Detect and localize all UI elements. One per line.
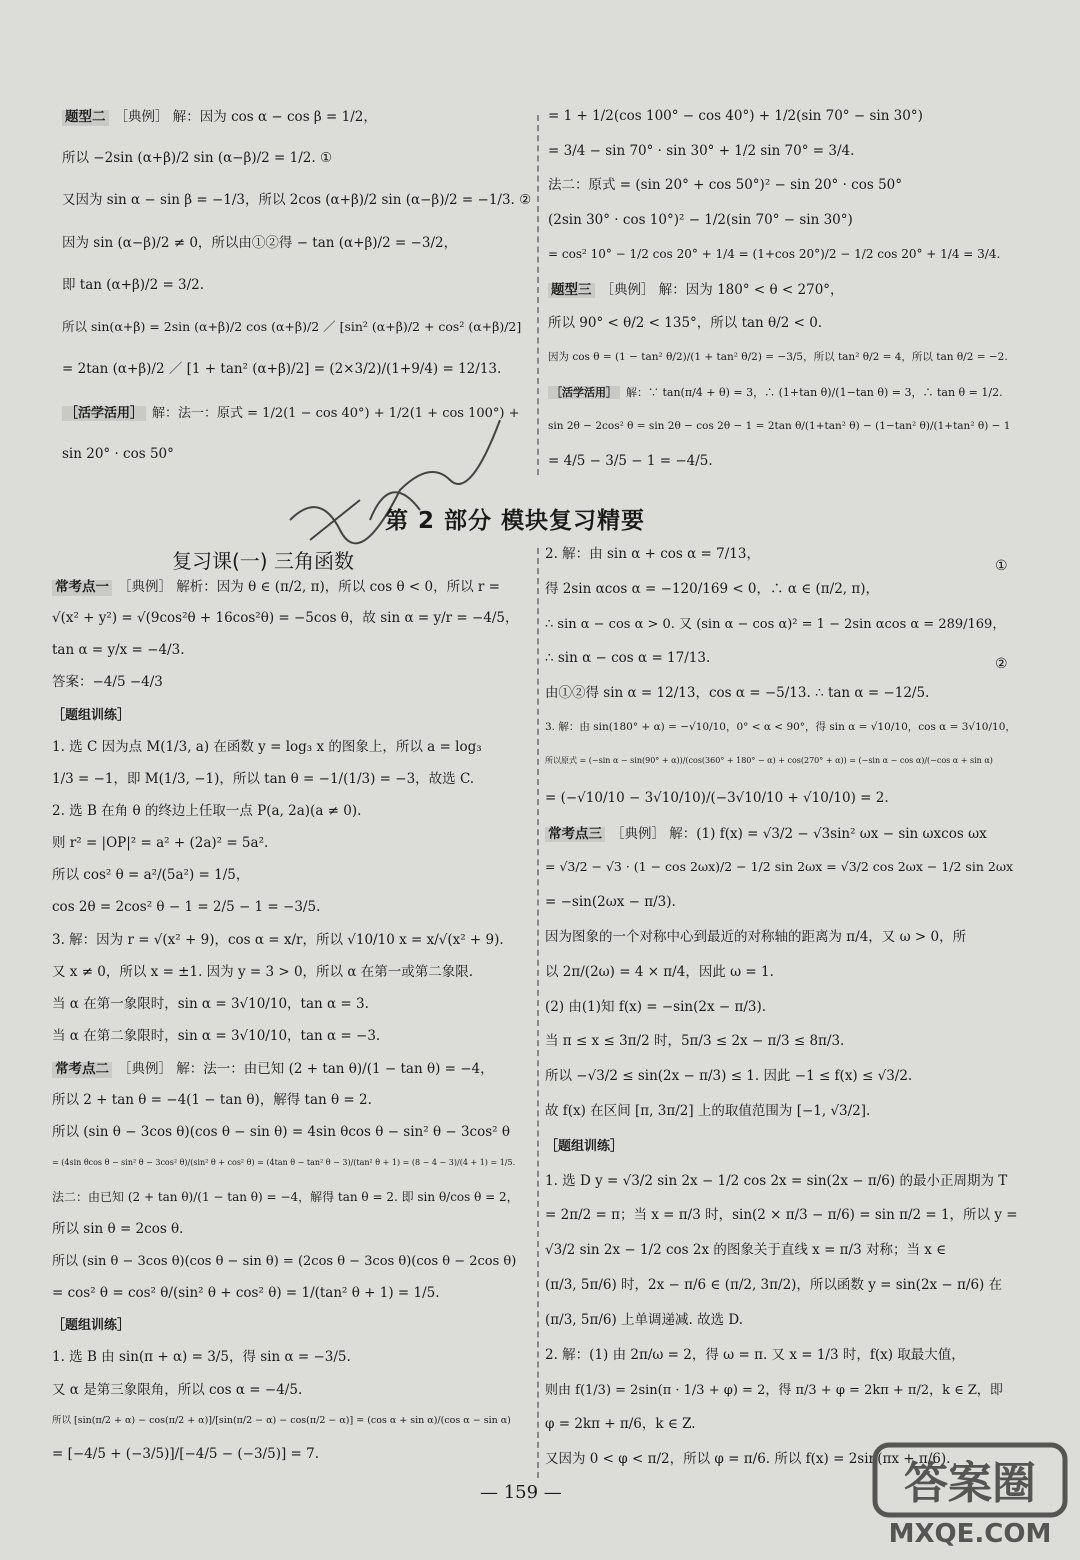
line-text: 所以 (sin θ − 3cos θ)(cos θ − sin θ) = (2cos θ − 3cos θ)(cos θ − 2cos θ) <box>52 1254 517 1269</box>
line-text: 2. 解：(1) 由 2π/ω = 2，得 ω = π. 又 x = 1/3 时，f(x) 取最大值， <box>545 1346 965 1363</box>
line-text: 所以 −√3/2 ≤ sin(2x − π/3) ≤ 1. 因此 −1 ≤ f(x) ≤ √3/2. <box>545 1068 913 1085</box>
text-line <box>545 1311 744 1328</box>
text-line <box>52 1159 515 1167</box>
line-text: sin 20° · cos 50° <box>62 445 174 462</box>
line-text: = −sin(2ωx − π/3). <box>545 894 676 911</box>
line-text: 所以 2 + tan θ = −4(1 − tan θ)，解得 tan θ = 2. <box>52 1092 372 1109</box>
text-line <box>52 612 519 626</box>
line-text: ［典例］ 解：法一：由已知 (2 + tan θ)/(1 − tan θ) = −4， <box>118 1061 494 1078</box>
line-text: 3. 解：因为 r = √(x² + 9)，cos α = x/r，所以 √10/10 x = x/√(x² + 9). <box>52 931 504 948</box>
text-line <box>52 1287 440 1301</box>
text-line <box>548 283 844 299</box>
column-divider-top <box>537 115 539 475</box>
section-label: 常考点二 <box>52 1062 112 1078</box>
line-text: = 4/5 − 3/5 − 1 = −4/5. <box>548 453 713 470</box>
text-line <box>62 110 377 126</box>
line-text: 则 r² = |OP|² = a² + (2a)² = 5a². <box>52 835 269 852</box>
line-text: 故 f(x) 在区间 [π, 3π/2] 上的取值范围为 [−1, √3/2]. <box>545 1103 871 1120</box>
line-text: = 3/4 − sin 70° · sin 30° + 1/2 sin 70° = 3/4. <box>548 142 855 159</box>
text-line <box>62 194 531 208</box>
line-text: ［典例］ 解：(1) f(x) = √3/2 − √3sin² ωx − sin ωxcos ωx <box>611 825 987 842</box>
line-text: 又因为 0 < φ < π/2，所以 φ = π/6. 所以 f(x) = 2sin(πx + π/6). <box>545 1451 951 1468</box>
text-line <box>548 179 902 193</box>
text-line <box>545 896 676 910</box>
line-text: = cos² θ = cos² θ/(sin² θ + cos² θ) = 1/(tan² θ + 1) = 1/5. <box>52 1285 440 1302</box>
line-text: sin 2θ − 2cos² θ = sin 2θ − cos 2θ − 1 = 2tan θ/(1+tan² θ) − (1−tan² θ)/(1+tan² θ) − 1 <box>548 419 1011 432</box>
text-line <box>545 1279 1002 1293</box>
text-line <box>52 1126 510 1140</box>
line-text: 所以 −2sin (α+β)/2 sin (α−β)/2 = 1/2. ① <box>62 150 333 167</box>
line-text: = [−4/5 + (−3/5)]/[−4/5 − (−3/5)] = 7. <box>52 1445 320 1462</box>
line-text: 1. 选 B 由 sin(π + α) = 3/5，得 sin α = −3/5. <box>52 1349 351 1366</box>
line-text: 当 π ≤ x ≤ 3π/2 时，5π/3 ≤ 2x − π/3 ≤ 8π/3. <box>545 1033 845 1050</box>
text-line <box>52 738 482 755</box>
text-line <box>545 687 929 701</box>
text-line <box>52 1062 494 1078</box>
line-text: = (−√10/10 − 3√10/10)/(−3√10/10 + √10/10) = 2. <box>545 789 889 806</box>
text-line <box>52 644 184 658</box>
text-line <box>545 1209 1018 1223</box>
text-line <box>545 548 760 562</box>
text-line <box>545 1384 1003 1397</box>
svg-text:MXQE.COM: MXQE.COM <box>888 1519 1052 1549</box>
line-text: 因为 sin (α−β)/2 ≠ 0，所以由①②得 − tan (α+β)/2 = −3/2， <box>62 234 458 251</box>
text-line <box>62 276 205 293</box>
line-text: 法二：原式 = (sin 20° + cos 50°)² − sin 20° · cos 50° <box>548 177 902 194</box>
line-text: √(x² + y²) = √(9cos²θ + 16cos²θ) = −5cos θ，故 sin α = y/r = −4/5， <box>52 610 519 627</box>
line-text: 当 α 在第一象限时，sin α = 3√10/10，tan α = 3. <box>52 995 369 1012</box>
left-bottom-column <box>52 580 532 1480</box>
line-text: 所以 [sin(π/2 + α) − cos(π/2 + α)]/[sin(π/2 − α) − cos(π/2 − α)] = (cos α + sin α)/(cos α − sin α) <box>52 1414 511 1426</box>
section-label: 题型三 <box>548 283 595 299</box>
line-text: √3/2 sin 2x − 1/2 cos 2x 的图象关于直线 x = π/3 对称；当 x ∈ <box>545 1242 947 1259</box>
section-label: ［活学活用］ <box>548 386 620 399</box>
text-line <box>62 234 458 251</box>
line-text: φ = 2kπ + π/6，k ∈ Z. <box>545 1416 696 1433</box>
text-line <box>548 110 923 124</box>
text-line <box>545 652 710 666</box>
line-text: 又因为 sin α − sin β = −1/3，所以 2cos (α+β)/2 sin (α−β)/2 = −1/3. ② <box>62 192 532 209</box>
text-line <box>52 901 320 915</box>
text-line <box>548 455 713 469</box>
line-text: 答案：−4/5 −4/3 <box>52 674 163 691</box>
text-line <box>545 1418 696 1432</box>
line-text: = 1 + 1/2(cos 100° − cos 40°) + 1/2(sin 70° − sin 30°) <box>548 108 923 124</box>
text-line <box>545 963 774 980</box>
text-line <box>545 722 1016 733</box>
line-text: 得 2sin αcos α = −120/169 < 0，∴ α ∈ (π/2, π)， <box>545 580 880 597</box>
line-text: 又 α 是第三象限角，所以 cos α = −4/5. <box>52 1381 303 1398</box>
text-line <box>52 770 475 787</box>
line-text: ［典例］ 解：因为 cos α − cos β = 1/2， <box>114 109 377 125</box>
line-text: 因为图象的一个对称中心到最近的对称轴的距离为 π/4，又 ω > 0，所 <box>545 928 967 945</box>
line-text: 又 x ≠ 0，所以 x = ±1. 因为 y = 3 > 0，所以 α 在第一或第二象限. <box>52 963 474 980</box>
text-line <box>52 1416 511 1426</box>
line-text: 法二：由已知 (2 + tan θ)/(1 − tan θ) = −4，解得 tan θ = 2. 即 sin θ/cos θ = 2， <box>52 1189 519 1204</box>
text-line <box>52 1191 519 1203</box>
text-line <box>62 363 501 377</box>
line-text: 所以 sin θ = 2cos θ. <box>52 1220 184 1237</box>
text-line <box>52 1445 320 1462</box>
line-text: 2. 选 B 在角 θ 的终边上任取一点 P(a, 2a)(a ≠ 0). <box>52 803 362 819</box>
text-line <box>52 995 369 1012</box>
line-text: cos 2θ = 2cos² θ − 1 = 2/5 − 1 = −3/5. <box>52 899 321 916</box>
line-text: (2sin 30° · cos 10°)² − 1/2(sin 70° − sin 30°) <box>548 211 853 228</box>
text-line <box>548 386 1003 399</box>
circle-mark-1: ① <box>995 558 1008 574</box>
text-line <box>545 1140 623 1154</box>
line-text: = (4sin θcos θ − sin² θ − 3cos² θ)/(sin² θ + cos² θ) = (4tan θ − tan² θ − 3)/(tan² θ + 1) = (8 − 4 − 3)/(4 + 1) = 1/5. <box>52 1157 516 1167</box>
section-label: 常考点三 <box>545 827 605 843</box>
line-text: 解：法一：原式 = 1/2(1 − cos 40°) + 1/2(1 + cos 100°) + <box>152 405 520 421</box>
line-text: = √3/2 − √3 · (1 − cos 2ωx)/2 − 1/2 sin 2ωx = √3/2 cos 2ωx − 1/2 sin 2ωx <box>545 859 1014 875</box>
line-text: 因为 cos θ = (1 − tan² θ/2)/(1 + tan² θ/2) = −3/5，所以 tan² θ/2 = 4，所以 tan θ/2 = −2. <box>548 350 1008 363</box>
text-line <box>52 1319 130 1333</box>
text-line <box>52 837 268 851</box>
line-text: ［典例］ 解：因为 180° < θ < 270°， <box>600 281 844 298</box>
line-text: 所以 (sin θ − 3cos θ)(cos θ − sin θ) = 4sin θcos θ − sin² θ − 3cos² θ <box>52 1124 510 1141</box>
line-text: (2) 由(1)知 f(x) = −sin(2x − π/3). <box>545 998 767 1015</box>
section-label: 题型二 <box>62 110 109 126</box>
text-line <box>548 352 1008 363</box>
text-line <box>62 445 174 462</box>
text-line <box>52 1255 516 1268</box>
line-text: (π/3, 5π/6) 上单调递减. 故选 D. <box>545 1311 744 1328</box>
text-line <box>52 1094 372 1108</box>
text-line <box>545 827 987 843</box>
text-line <box>52 1220 184 1237</box>
line-text: 所以 cos² θ = a²/(5a²) = 1/5， <box>52 867 250 884</box>
text-line <box>62 152 332 166</box>
line-text: 则由 f(1/3) = 2sin(π · 1/3 + φ) = 2，得 π/3 + φ = 2kπ + π/2，k ∈ Z，即 <box>545 1382 1003 1398</box>
right-top-column <box>548 110 1018 490</box>
text-line <box>548 421 1010 432</box>
line-text: 当 α 在第二象限时，sin α = 3√10/10，tan α = −3. <box>52 1028 381 1044</box>
line-text: 以 2π/(2ω) = 4 × π/4，因此 ω = 1. <box>545 963 774 980</box>
line-text: 解：∵ tan(π/4 + θ) = 3，∴ (1+tan θ)/(1−tan θ) = 3，∴ tan θ = 1/2. <box>626 386 1003 400</box>
text-line <box>545 1070 912 1084</box>
line-text: ［典例］ 解析：因为 θ ∈ (π/2, π)，所以 cos θ < 0，所以 r = <box>118 579 500 595</box>
text-line <box>545 1244 946 1258</box>
text-line <box>548 142 855 159</box>
line-text: 1/3 = −1，即 M(1/3, −1)，所以 tan θ = −1/(1/3) = −3，故选 C. <box>52 770 475 787</box>
text-line <box>545 618 1005 631</box>
section-label: ［活学活用］ <box>62 406 146 421</box>
section-title: 第 2 部分 模块复习精要 <box>385 508 646 534</box>
text-line <box>52 1381 303 1398</box>
line-text: 所以 sin(α+β) = 2sin (α+β)/2 cos (α+β)/2 ／ [sin² (α+β)/2 + cos² (α+β)/2] <box>62 319 522 335</box>
text-line <box>52 963 474 980</box>
section-label: 常考点一 <box>52 580 112 596</box>
line-text: tan α = y/x = −4/3. <box>52 642 185 659</box>
text-line <box>545 998 767 1015</box>
line-text: (π/3, 5π/6) 时，2x − π/6 ∈ (π/2, 3π/2)，所以函数 y = sin(2x − π/6) 在 <box>545 1277 1003 1294</box>
line-text: ∴ sin α − cos α > 0. 又 (sin α − cos α)² = 1 − 2sin αcos α = 289/169， <box>545 616 1006 632</box>
text-line <box>545 789 889 806</box>
lesson-title: 复习课(一) 三角函数 <box>172 549 354 573</box>
text-line <box>52 709 130 723</box>
line-text: 由①②得 sin α = 12/13，cos α = −5/13. ∴ tan α = −12/5. <box>545 685 930 702</box>
watermark-logo <box>870 1440 1070 1550</box>
line-text: 3. 解：由 sin(180° + α) = −√10/10，0° < α < 90°，得 sin α = √10/10，cos α = 3√10/10， <box>545 721 1016 734</box>
text-line <box>52 580 500 596</box>
text-line <box>52 869 249 883</box>
text-line <box>545 757 993 765</box>
text-line <box>52 931 504 948</box>
line-text: 1. 选 C 因为点 M(1/3, a) 在函数 y = log₃ x 的图象上，所以 a = log₃ <box>52 738 482 755</box>
text-line <box>62 321 521 334</box>
text-line <box>52 1351 351 1365</box>
text-line <box>545 928 967 945</box>
line-text: = 2tan (α+β)/2 ／ [1 + tan² (α+β)/2] = (2×3/2)/(1+9/4) = 12/13. <box>62 361 502 378</box>
text-line <box>545 1346 965 1363</box>
svg-text:答案圈: 答案圈 <box>904 1458 1036 1509</box>
line-text: 2. 解：由 sin α + cos α = 7/13， <box>545 546 760 562</box>
column-divider-bottom <box>537 548 539 1478</box>
line-text: ∴ sin α − cos α = 17/13. <box>545 650 711 667</box>
page-number: — 159 — <box>480 1482 562 1503</box>
text-line <box>548 248 1000 260</box>
line-text: 所以原式 = (−sin α − sin(90° + α))/(cos(360° + 180° − α) + cos(270° + α)) = (−sin α − cos α)/(−cos α + sin α) <box>545 755 993 765</box>
text-line <box>545 1035 844 1049</box>
line-text: 即 tan (α+β)/2 = 3/2. <box>62 276 205 293</box>
line-text: = 2π/2 = π；当 x = π/3 时，sin(2 × π/3 − π/6) = sin π/2 = 1，所以 y = <box>545 1207 1018 1224</box>
exercise-group-label: ［题组训练］ <box>52 1318 131 1334</box>
right-bottom-column <box>545 548 1020 1488</box>
text-line <box>52 676 163 690</box>
circle-mark-2: ② <box>995 656 1008 672</box>
line-text: 1. 选 D y = √3/2 sin 2x − 1/2 cos 2x = sin(2x − π/6) 的最小正周期为 T <box>545 1172 1008 1189</box>
text-line <box>52 805 361 819</box>
text-line <box>548 211 853 228</box>
text-line <box>545 1172 1008 1189</box>
line-text: 所以 90° < θ/2 < 135°，所以 tan θ/2 < 0. <box>548 315 823 332</box>
exercise-group-label: ［题组训练］ <box>545 1138 624 1154</box>
text-line <box>545 1105 870 1119</box>
exercise-group-label: ［题组训练］ <box>52 707 131 723</box>
text-line <box>52 1030 380 1044</box>
line-text: = cos² 10° − 1/2 cos 20° + 1/4 = (1+cos 20°)/2 − 1/2 cos 20° + 1/4 = 3/4. <box>548 247 1001 262</box>
text-line <box>545 861 1013 874</box>
text-line <box>548 317 822 331</box>
text-line <box>545 580 880 597</box>
